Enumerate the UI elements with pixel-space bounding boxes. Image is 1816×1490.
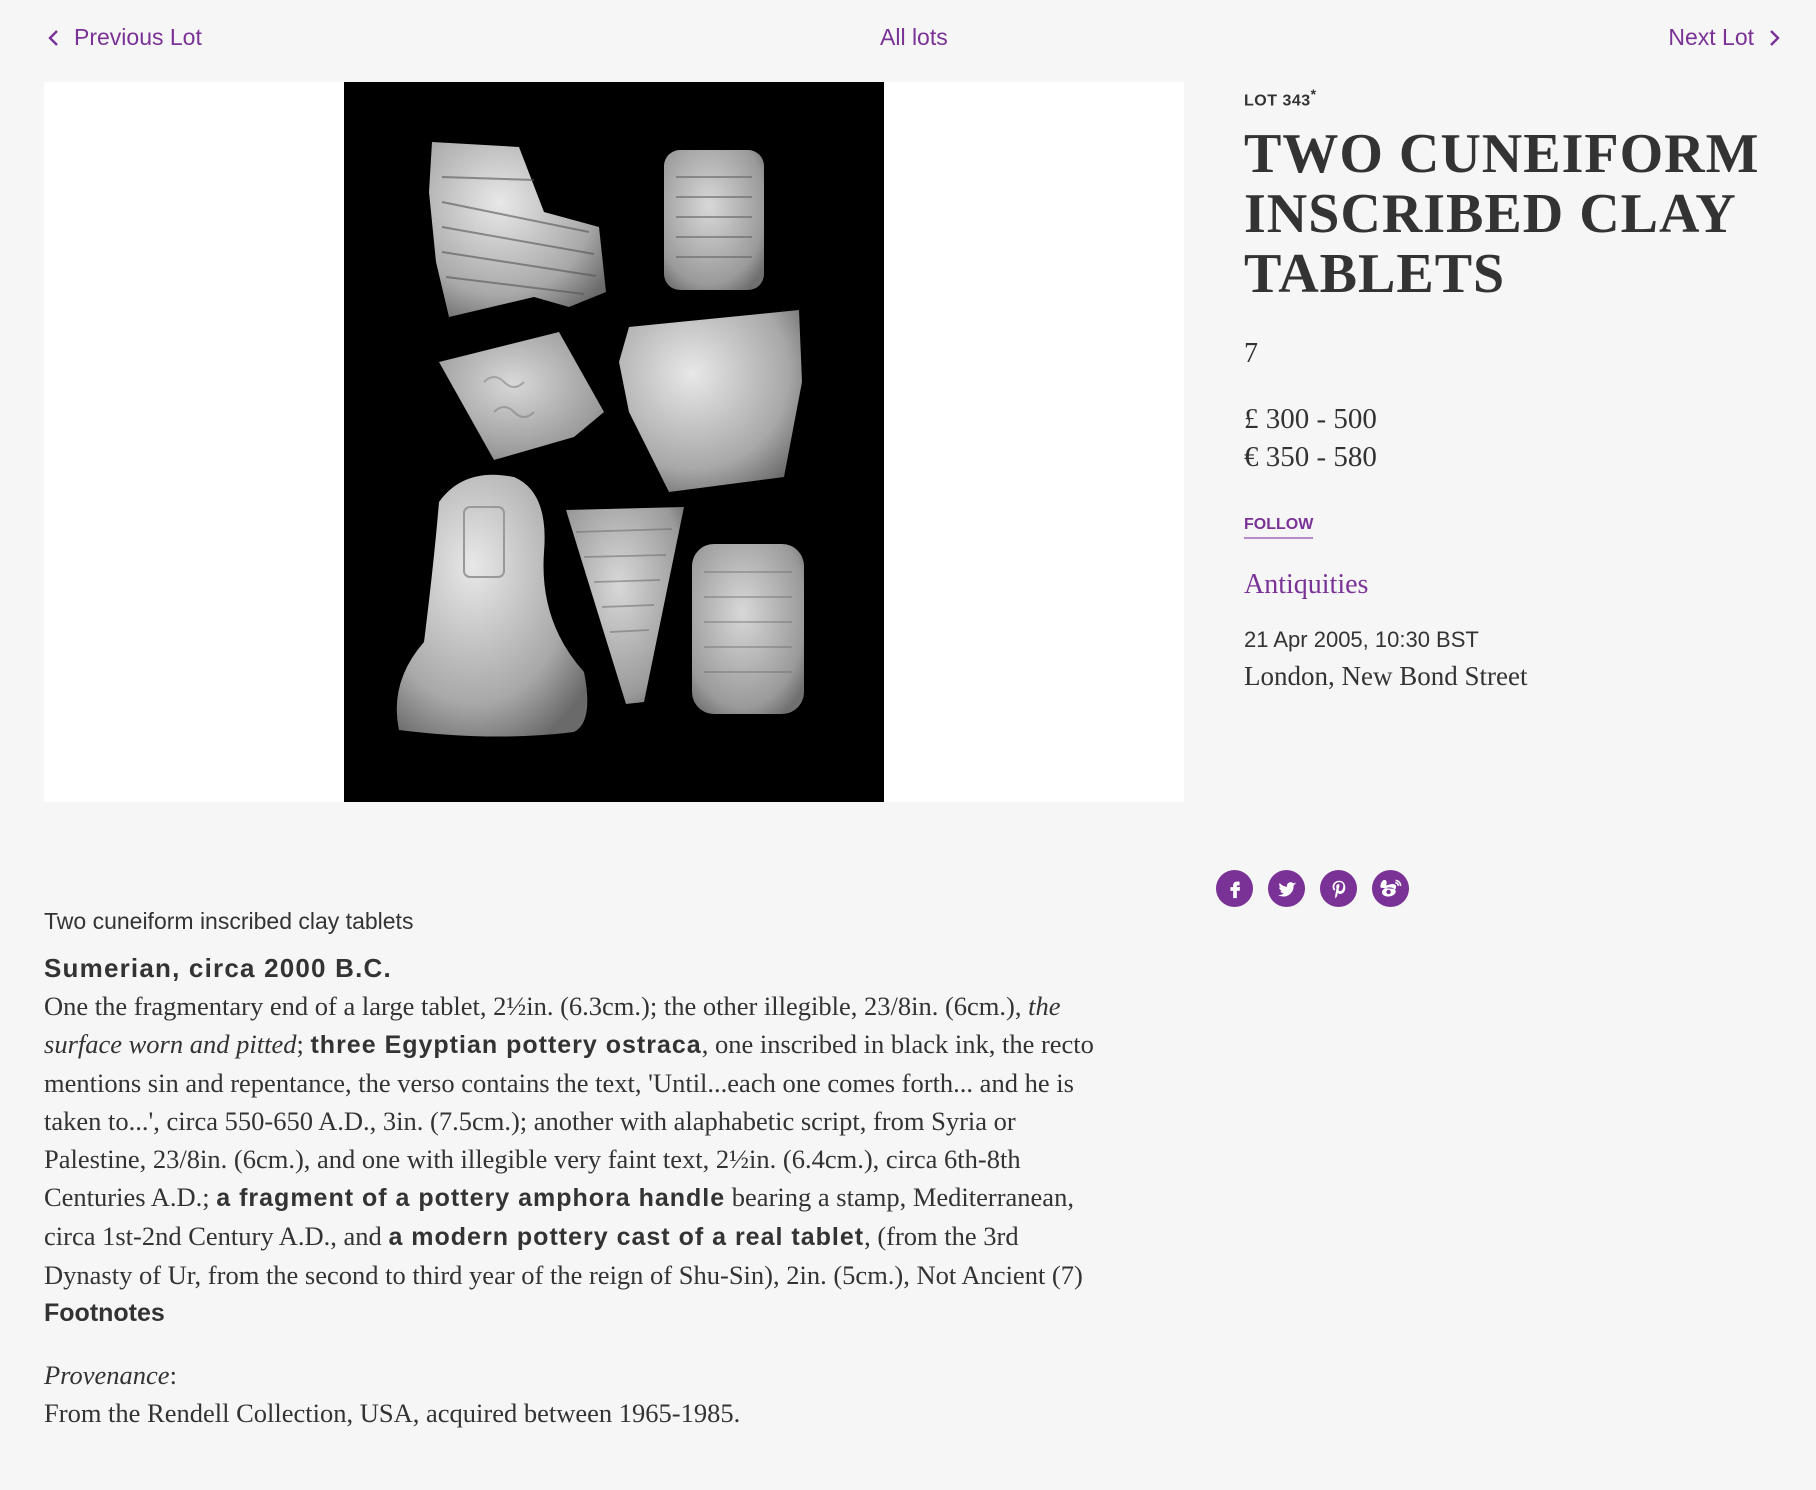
facebook-icon[interactable]	[1216, 870, 1253, 907]
sale-date: 21 Apr 2005, 10:30 BST	[1244, 627, 1479, 653]
lot-navigation	[44, 24, 1784, 56]
twitter-icon[interactable]	[1268, 870, 1305, 907]
all-lots-link[interactable]: All lots	[880, 24, 948, 50]
lot-details	[1244, 86, 1784, 692]
description-italic: the surface worn and pitted	[44, 991, 1061, 1059]
lot-description	[44, 908, 1094, 1432]
provenance	[44, 1356, 1094, 1432]
description-text: ;	[296, 1029, 304, 1059]
description-bold: three Egyptian pottery ostraca	[310, 1031, 702, 1059]
weibo-icon[interactable]	[1372, 870, 1409, 907]
footnotes-heading: Footnotes	[44, 1299, 165, 1327]
estimate-eur: € 350 - 580	[1244, 441, 1377, 474]
description-bold: a modern pottery cast of a real tablet	[388, 1223, 865, 1251]
lot-title	[1244, 124, 1784, 304]
lot-title-line: INSCRIBED CLAY	[1244, 183, 1737, 246]
estimate	[1244, 400, 1784, 476]
provenance-text: From the Rendell Collection, USA, acquired between 1965-1985.	[44, 1398, 741, 1428]
chevron-left-icon	[44, 26, 64, 50]
follow-button[interactable]: FOLLOW	[1244, 516, 1313, 539]
lot-photo[interactable]	[344, 82, 884, 802]
provenance-colon: :	[169, 1360, 177, 1390]
short-description: Two cuneiform inscribed clay tablets	[44, 908, 414, 934]
department-link[interactable]: Antiquities	[1244, 569, 1369, 601]
social-share	[1216, 870, 1409, 907]
estimate-gbp: £ 300 - 500	[1244, 403, 1377, 436]
lot-title-line: TWO CUNEIFORM	[1244, 123, 1760, 186]
description-text: , one inscribed in black ink, the recto mentions sin and repentance, the verso contains the text, 'Until...each one comes forth... and he is taken to...', circa 550-650 A.D., 3in. (7.5cm.); another with alaphabetic script, from Syria or Palestine, 23/8in. (6cm.), and one with illegible very faint text, 2½in. (6.4cm.), circa 6th-8th Centuries A.D.;	[44, 1029, 1094, 1212]
description-text: bearing a stamp, Mediterranean, circa 1st-2nd Century A.D., and	[44, 1182, 1074, 1251]
lot-item-count: 7	[1244, 338, 1258, 370]
description-subtitle: Sumerian, circa 2000 B.C.	[44, 953, 392, 983]
lot-number-label: LOT 343	[1244, 92, 1311, 110]
tablets-photo-illustration	[344, 82, 884, 802]
lot-title-line: TABLETS	[1244, 243, 1506, 306]
previous-lot-label: Previous Lot	[74, 24, 202, 50]
previous-lot-link[interactable]	[44, 24, 202, 51]
description-text: , (from the 3rd Dynasty of Ur, from the second to third year of the reign of Shu-Sin), 2in. (5cm.), Not Ancient (7)	[44, 1221, 1083, 1290]
description-bold: a fragment of a pottery amphora handle	[216, 1184, 726, 1212]
lot-image-panel[interactable]	[44, 82, 1184, 802]
chevron-right-icon	[1764, 26, 1784, 50]
provenance-label: Provenance	[44, 1360, 170, 1390]
description-body	[44, 949, 1094, 1294]
description-text: One the fragmentary end of a large tablet, 2½in. (6.3cm.); the other illegible, 23/8in. (6cm.),	[44, 991, 1022, 1021]
lot-marker: *	[1310, 86, 1317, 102]
lot-number	[1244, 86, 1784, 110]
next-lot-link[interactable]	[1668, 24, 1784, 51]
sale-location: London, New Bond Street	[1244, 661, 1528, 692]
next-lot-label: Next Lot	[1668, 24, 1754, 50]
pinterest-icon[interactable]	[1320, 870, 1357, 907]
